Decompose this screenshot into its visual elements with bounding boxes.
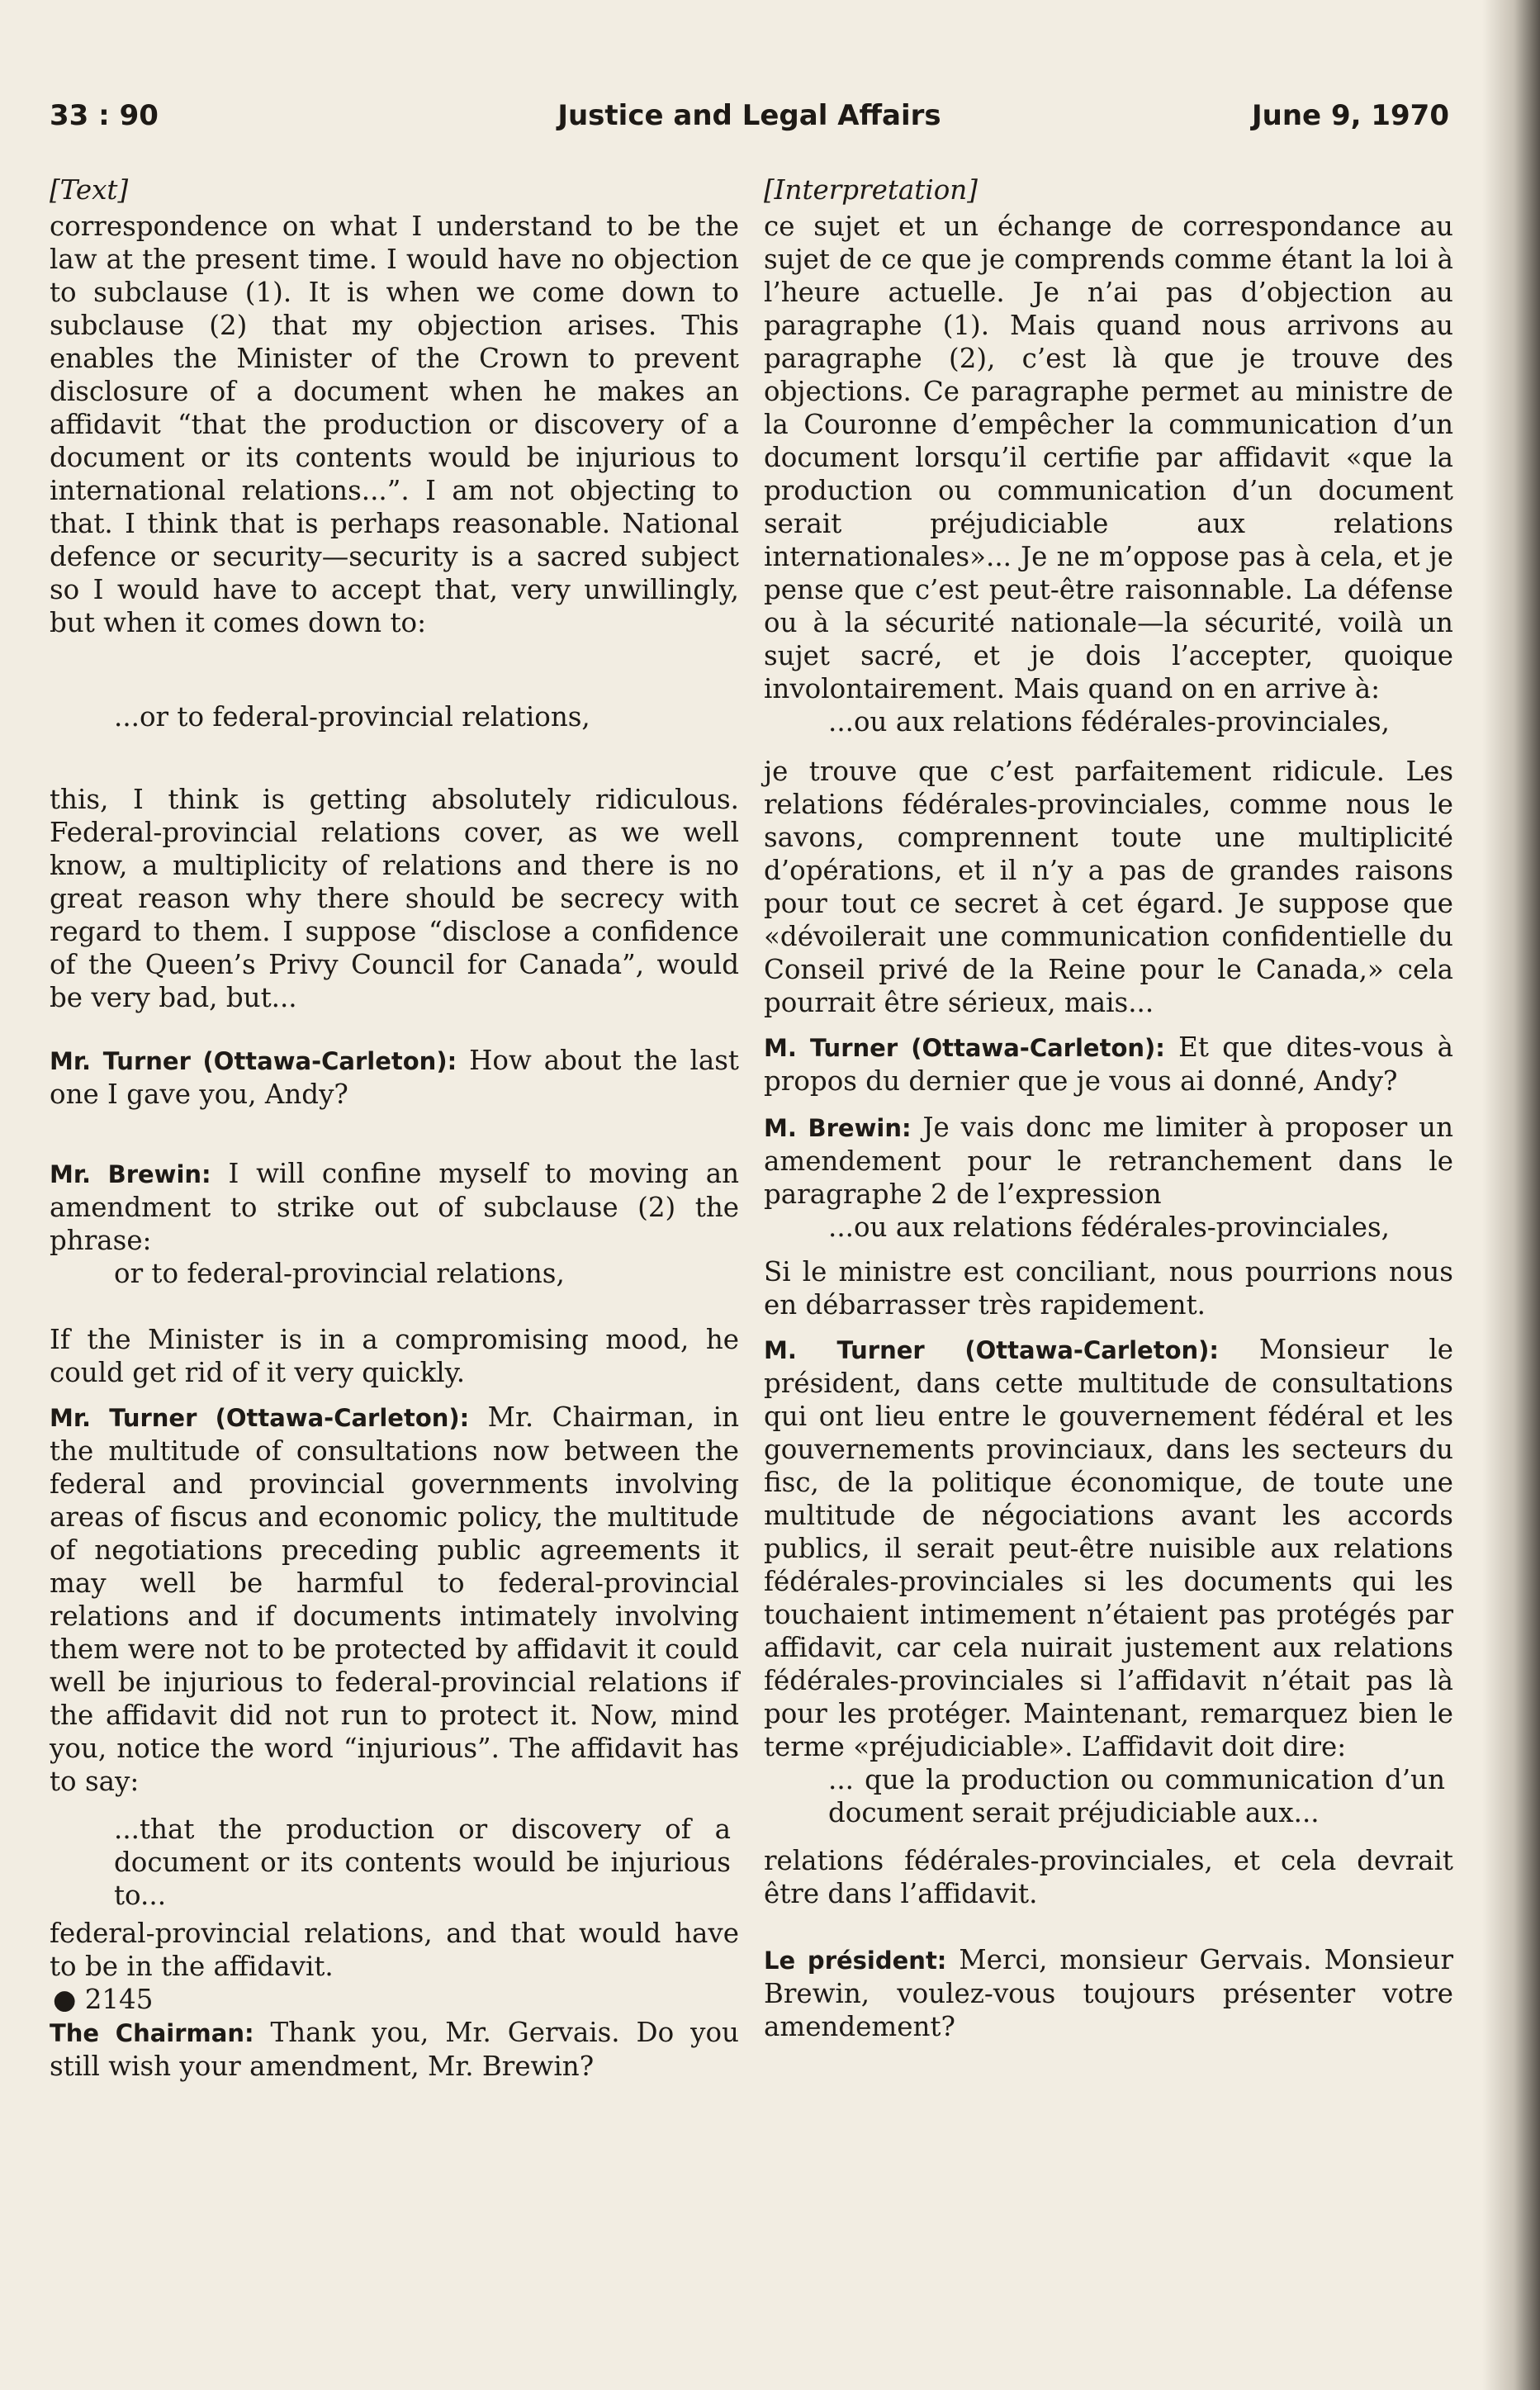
speech <box>764 1111 1453 1211</box>
speech-text: Merci, monsieur Gervais. Monsieur Brewin, voulez-vous toujours présenter votre amendement? <box>764 1944 1453 2042</box>
speaker-name: M. Turner (Ottawa-Carleton): <box>764 1034 1165 1062</box>
speech-text: Monsieur le président, dans cette multitude de consultations qui ont lieu entre le gouvernement fédéral et les gouvernements provinciaux, dans les secteurs du fisc, de la politique économique, de toute une multitude de négociations avant les accords publics, il serait peut-être nuisible aux relations fédérales-provinciales si les documents qui les touchaient intimement n’étaient pas protégés par affidavit, car cela nuirait justement aux relations fédérales-provinciales si l’affidavit n’était pas là pour les protéger. Maintenant, remarquez bien le terme «préjudiciable». L’affidavit doit dire: <box>764 1334 1453 1762</box>
interpretation-label: [Interpretation] <box>764 174 978 206</box>
block-quote: ...that the production or discovery of a document or its contents would be injurious to... <box>114 1814 731 1911</box>
paragraph: ce sujet et un échange de correspondance au sujet de ce que je comprends comme étant la loi à l’heure actuelle. Je n’ai pas d’objection au paragraphe (1). Mais quand nous arrivons au paragraphe (2), c’est là que je trouve des objections. Ce paragraphe permet au ministre de la Couronne d’empêcher la communication d’un document lorsqu’il certifie par affidavit «que la production ou communication d’un document serait préjudiciable aux relations internationales»... Je ne m’oppose pas à cela, et je pense que c’est peut-être raisonnable. La défense ou à la sécurité nationale—la sécurité, voilà un sujet sacré, et je dois l’accepter, quoique involontairement. Mais quand on en arrive à: <box>764 211 1453 704</box>
block-quote: ... que la production ou communication d’un document serait préjudiciable aux... <box>828 1764 1445 1828</box>
speech <box>50 2016 739 2083</box>
paragraph: Si le ministre est conciliant, nous pourrions nous en débarrasser très rapidement. <box>764 1256 1453 1321</box>
speaker-name: Le président: <box>764 1947 947 1975</box>
speech <box>764 1943 1453 2043</box>
page-edge-shadow <box>1482 0 1540 2390</box>
page-number: 33 : 90 <box>50 99 159 132</box>
time-marker: ● 2145 <box>53 1984 154 2015</box>
paragraph: correspondence on what I understand to be the law at the present time. I would have no objection to subclause (1). It is when we come down to subclause (2) that my objection arises. This enables the Minister of the Crown to prevent disclosure of a document when he makes an affidavit “that the production or discovery of a document or its contents would be injurious to international relations...”. I am not objecting to that. I think that is perhaps reasonable. National defence or security—security is a sacred subject so I would have to accept that, very unwillingly, but when it comes down to: <box>50 211 739 638</box>
text-label: [Text] <box>50 174 129 206</box>
block-quote: ...or to federal-provincial relations, <box>114 701 590 733</box>
speaker-name: Mr. Turner (Ottawa-Carleton): <box>50 1404 470 1432</box>
speech-text: Je vais donc me limiter à proposer un amendement pour le retranchement dans le paragraphe 2 de l’expression <box>764 1112 1453 1210</box>
speech-text: Thank you, Mr. Gervais. Do you still wish your amendment, Mr. Brewin? <box>50 2017 739 2082</box>
paragraph: federal-provincial relations, and that would have to be in the affidavit. <box>50 1918 739 1982</box>
speech-text: I will confine myself to moving an amendment to strike out of subclause (2) the phrase: <box>50 1158 740 1256</box>
running-title: Justice and Legal Affairs <box>557 99 941 132</box>
speech <box>50 1157 739 1257</box>
speaker-name: The Chairman: <box>50 2019 254 2047</box>
paragraph: je trouve que c’est parfaitement ridicule. Les relations fédérales-provinciales, comme nous le savons, comprennent toute une multiplicité d’opérations, et il n’y a pas de grandes raisons pour tout ce secret à cet égard. Je suppose que «dévoilerait une communication confidentielle du Conseil privé de la Reine pour le Canada,» cela pourrait être sérieux, mais... <box>764 756 1453 1018</box>
block-quote: or to federal-provincial relations, <box>114 1258 565 1289</box>
page-date: June 9, 1970 <box>1252 99 1449 132</box>
speaker-name: M. Brewin: <box>764 1114 912 1142</box>
paragraph: relations fédérales-provinciales, et cela devrait être dans l’affidavit. <box>764 1845 1453 1909</box>
paragraph: If the Minister is in a compromising mood, he could get rid of it very quickly. <box>50 1324 739 1388</box>
speech-text: How about the last one I gave you, Andy? <box>50 1045 739 1110</box>
speech <box>764 1333 1453 1763</box>
speaker-name: Mr. Turner (Ottawa-Carleton): <box>50 1047 457 1075</box>
speech-text: Mr. Chairman, in the multitude of consultations now between the federal and provincial governments involving areas of fiscus and economic policy, the multitude of negotiations preceding public agreements it may well be harmful to federal-provincial relations and if documents intimately involving them were not to be protected by affidavit it could well be injurious to federal-provincial relations if the affidavit did not run to protect it. Now, mind you, notice the word “injurious”. The affidavit has to say: <box>50 1401 740 1797</box>
speaker-name: M. Turner (Ottawa-Carleton): <box>764 1336 1220 1364</box>
block-quote: ...ou aux relations fédérales-provinciales, <box>828 706 1390 737</box>
speaker-name: Mr. Brewin: <box>50 1160 211 1188</box>
english-column <box>50 173 739 2083</box>
speech <box>50 1044 739 1111</box>
block-quote: ...ou aux relations fédérales-provinciales, <box>828 1212 1390 1243</box>
page-header <box>50 99 1449 149</box>
speech <box>50 1401 739 1798</box>
speech <box>764 1031 1453 1098</box>
speech-text: Et que dites-vous à propos du dernier que je vous ai donné, Andy? <box>764 1031 1453 1097</box>
paragraph: this, I think is getting absolutely ridiculous. Federal-provincial relations cover, as we well know, a multiplicity of relations and there is no great reason why there should be secrecy with regard to them. I suppose “disclose a confidence of the Queen’s Privy Council for Canada”, would be very bad, but... <box>50 784 739 1013</box>
french-column <box>764 173 1453 2043</box>
